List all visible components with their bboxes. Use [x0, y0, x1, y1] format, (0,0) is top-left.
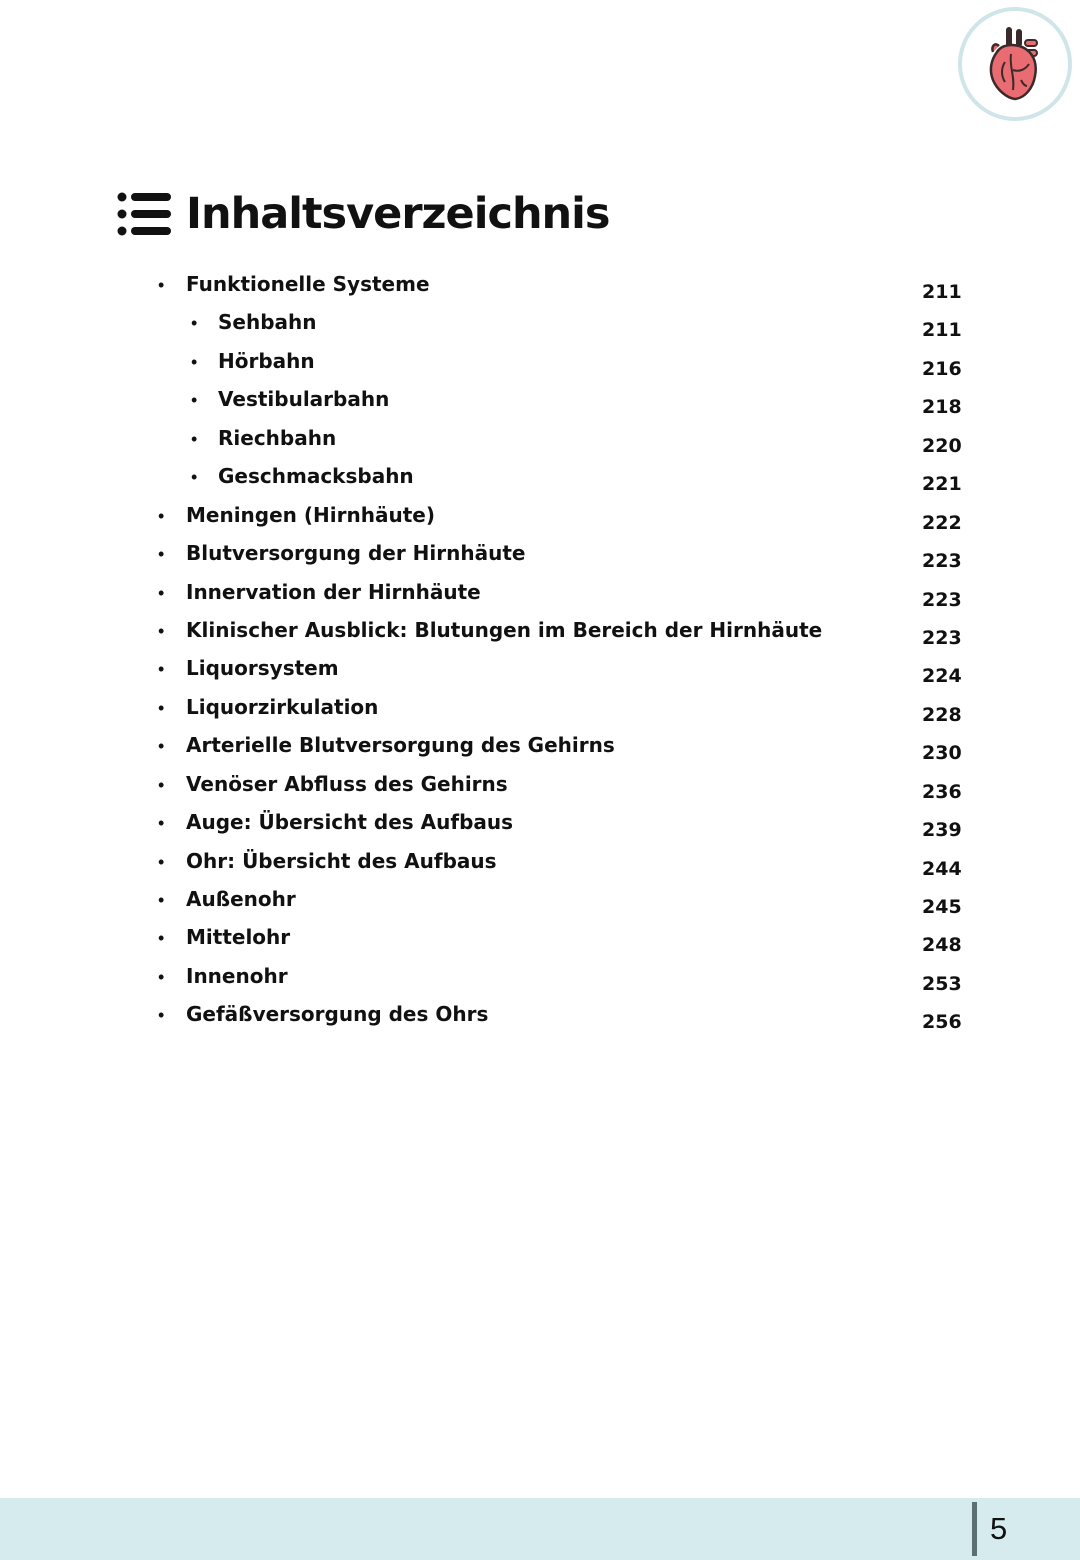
toc-entry-page: 220	[922, 434, 962, 457]
toc-entry-label: Blutversorgung der Hirnhäute	[186, 541, 526, 566]
toc-entry-label: Innenohr	[186, 963, 288, 988]
bullet: •	[158, 928, 165, 949]
bullet: •	[158, 813, 165, 834]
bullet: •	[158, 620, 165, 641]
toc-entry[interactable]	[0, 960, 1080, 998]
bullet: •	[158, 505, 165, 526]
bullet: •	[158, 544, 165, 565]
toc-entry-label: Innervation der Hirnhäute	[186, 579, 481, 604]
toc-entry[interactable]	[0, 268, 1080, 306]
toc-entry-page: 223	[922, 550, 962, 573]
page-number: 5	[990, 1511, 1008, 1546]
toc-entry-page: 244	[922, 857, 962, 880]
toc-entry-page: 248	[922, 934, 962, 957]
toc-entry-page: 216	[922, 357, 962, 380]
toc-entry[interactable]	[0, 883, 1080, 921]
bullet: •	[191, 428, 198, 449]
toc-entry-label: Venöser Abfluss des Gehirns	[186, 771, 508, 796]
bullet: •	[158, 774, 165, 795]
bullet: •	[158, 659, 165, 680]
heart-logo	[958, 7, 1072, 121]
bullet: •	[158, 697, 165, 718]
toc-entry[interactable]	[0, 460, 1080, 498]
toc-entry-label: Sehbahn	[218, 310, 317, 335]
toc-entry-page: 256	[922, 1011, 962, 1034]
toc-entry-label: Klinischer Ausblick: Blutungen im Bereich der Hirnhäute	[186, 617, 823, 642]
toc-entry[interactable]	[0, 576, 1080, 614]
toc-entry[interactable]	[0, 383, 1080, 421]
toc-entry[interactable]	[0, 998, 1080, 1036]
page-title: Inhaltsverzeichnis	[186, 188, 610, 239]
toc-entry-page: 245	[922, 896, 962, 918]
toc-entry[interactable]	[0, 652, 1080, 690]
toc-entry[interactable]	[0, 345, 1080, 383]
toc-entry-label: Hörbahn	[218, 348, 315, 373]
bullet: •	[158, 890, 165, 910]
bullet: •	[158, 582, 165, 603]
bullet: •	[191, 467, 198, 488]
toc-entry-label: Liquorsystem	[186, 656, 339, 681]
toc-entry-page: 239	[922, 819, 962, 842]
toc-entry[interactable]	[0, 768, 1080, 806]
toc-entry-page: 223	[922, 626, 962, 649]
bullet: •	[191, 351, 198, 372]
toc-entry-page: 228	[922, 703, 962, 726]
toc-entry-page: 236	[922, 780, 962, 803]
bullet: •	[158, 851, 165, 872]
toc-entry[interactable]	[0, 537, 1080, 575]
toc-entry-page: 211	[922, 319, 962, 342]
toc-entry-label: Auge: Übersicht des Aufbaus	[186, 810, 514, 835]
table-of-contents	[0, 268, 1080, 1037]
list-icon	[116, 190, 172, 238]
page-number-divider	[972, 1502, 977, 1556]
toc-entry-page: 218	[922, 396, 962, 419]
toc-entry-label: Arterielle Blutversorgung des Gehirns	[186, 733, 615, 758]
toc-entry-page: 222	[922, 511, 962, 534]
toc-entry[interactable]	[0, 614, 1080, 652]
toc-entry[interactable]	[0, 306, 1080, 344]
bullet: •	[191, 390, 198, 411]
toc-entry-page: 224	[922, 665, 962, 688]
toc-entry[interactable]	[0, 806, 1080, 844]
footer-band	[0, 1498, 1080, 1560]
toc-entry-label: Ohr: Übersicht des Aufbaus	[186, 848, 497, 873]
toc-entry[interactable]	[0, 845, 1080, 883]
toc-entry-label: Meningen (Hirnhäute)	[186, 502, 435, 527]
bullet: •	[158, 1005, 165, 1026]
toc-entry[interactable]	[0, 729, 1080, 767]
toc-entry-page: 230	[922, 742, 962, 765]
title-row	[116, 190, 610, 238]
toc-entry-label: Vestibularbahn	[218, 387, 390, 412]
toc-entry-page: 221	[922, 473, 962, 496]
toc-entry[interactable]	[0, 422, 1080, 460]
heart-icon	[985, 26, 1045, 102]
toc-entry-page: 223	[922, 588, 962, 611]
toc-entry[interactable]	[0, 499, 1080, 537]
toc-entry-label: Mittelohr	[186, 925, 291, 950]
toc-entry-label: Riechbahn	[218, 425, 337, 450]
bullet: •	[191, 313, 198, 334]
bullet: •	[158, 736, 165, 757]
toc-entry-label: Gefäßversorgung des Ohrs	[186, 1002, 489, 1027]
toc-entry-page: 211	[922, 281, 962, 303]
toc-entry-label: Funktionelle Systeme	[186, 272, 430, 296]
toc-entry-page: 253	[922, 972, 962, 995]
toc-entry-label: Außenohr	[186, 887, 296, 911]
bullet: •	[158, 275, 165, 295]
bullet: •	[158, 966, 165, 987]
toc-entry-label: Liquorzirkulation	[186, 694, 379, 719]
toc-entry[interactable]	[0, 691, 1080, 729]
toc-entry[interactable]	[0, 921, 1080, 959]
toc-entry-label: Geschmacksbahn	[218, 464, 414, 489]
